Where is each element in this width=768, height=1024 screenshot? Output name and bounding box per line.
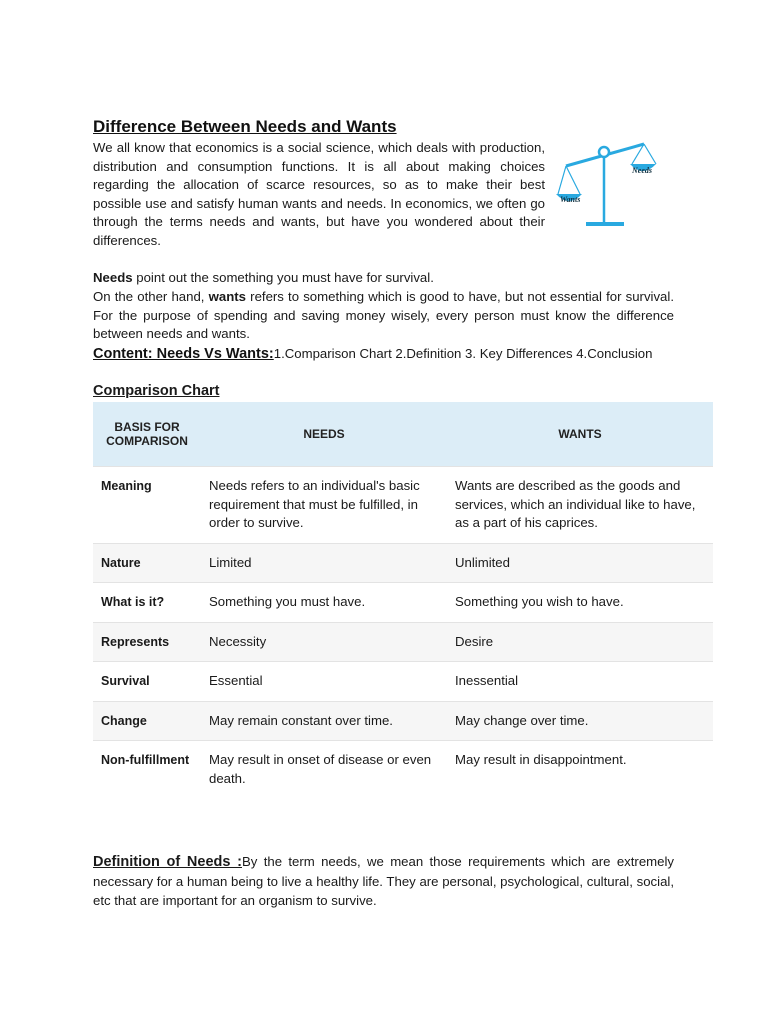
row-needs: Something you must have.: [201, 583, 447, 623]
row-needs: Needs refers to an individual's basic requirement that must be fulfilled, in order to survive.: [201, 467, 447, 544]
table-header-row: [93, 402, 713, 467]
header-needs: NEEDS: [201, 402, 447, 467]
table-row: [93, 741, 713, 799]
wants-paragraph: [93, 288, 674, 344]
row-basis: Non-fulfillment: [93, 741, 201, 799]
row-basis: Meaning: [93, 467, 201, 544]
wants-text: refers to something which is good to have, but not essential for survival. For the purpose of spending and saving money wisely, every person must know the difference between needs and wants.: [93, 289, 674, 342]
row-wants: Unlimited: [447, 543, 713, 583]
row-wants: Wants are described as the goods and services, which an individual like to have, as a part of his caprices.: [447, 467, 713, 544]
row-basis: Represents: [93, 622, 201, 662]
table-row: [93, 701, 713, 741]
intro-paragraph: We all know that economics is a social science, which deals with production, distribution and consumption functions. It is all about making choices regarding the allocation of scarce resources, so as to make their best possible use and satisfy human wants and needs. In economics, we often go through the terms needs and wants, but have you wondered about their differences.: [93, 140, 545, 248]
row-needs: Limited: [201, 543, 447, 583]
row-needs: Essential: [201, 662, 447, 702]
row-basis: Nature: [93, 543, 201, 583]
row-wants: May result in disappointment.: [447, 741, 713, 799]
row-wants: Desire: [447, 622, 713, 662]
wants-term: wants: [208, 289, 247, 304]
page-title: Difference Between Needs and Wants: [93, 117, 397, 136]
row-wants: Inessential: [447, 662, 713, 702]
contents-line: [93, 344, 653, 364]
definition-text: By the term needs, we mean those requirements which are extremely necessary for a human being to live a healthy life. They are personal, psychological, cultural, social, etc that are important for an organism to survive.: [93, 854, 674, 908]
wants-pre: On the other hand,: [93, 289, 209, 304]
contents-items: 1.Comparison Chart 2.Definition 3. Key Differences 4.Conclusion: [273, 346, 653, 361]
contents-heading: Content: Needs Vs Wants:: [93, 346, 274, 362]
definition-heading: Definition of Needs :: [93, 854, 242, 870]
needs-text: point out the something you must have for survival.: [132, 270, 434, 285]
header-wants: WANTS: [447, 402, 713, 467]
table-row: [93, 622, 713, 662]
row-needs: Necessity: [201, 622, 447, 662]
scale-wants-label: Wants: [560, 195, 581, 204]
comparison-table: [93, 402, 713, 798]
table-row: [93, 662, 713, 702]
needs-term: Needs: [93, 270, 133, 285]
needs-paragraph: [93, 269, 674, 288]
balance-scale-icon: [556, 132, 660, 230]
row-basis: Survival: [93, 662, 201, 702]
row-basis: What is it?: [93, 583, 201, 623]
table-row: [93, 543, 713, 583]
row-wants: May change over time.: [447, 701, 713, 741]
comparison-chart-heading: Comparison Chart: [93, 383, 220, 399]
table-row: [93, 583, 713, 623]
header-basis: BASIS FOR COMPARISON: [93, 402, 201, 467]
table-row: [93, 467, 713, 544]
row-wants: Something you wish to have.: [447, 583, 713, 623]
scale-needs-label: Needs: [632, 166, 652, 175]
row-needs: May remain constant over time.: [201, 701, 447, 741]
definition-of-needs: [93, 852, 674, 910]
row-basis: Change: [93, 701, 201, 741]
row-needs: May result in onset of disease or even death.: [201, 741, 447, 799]
